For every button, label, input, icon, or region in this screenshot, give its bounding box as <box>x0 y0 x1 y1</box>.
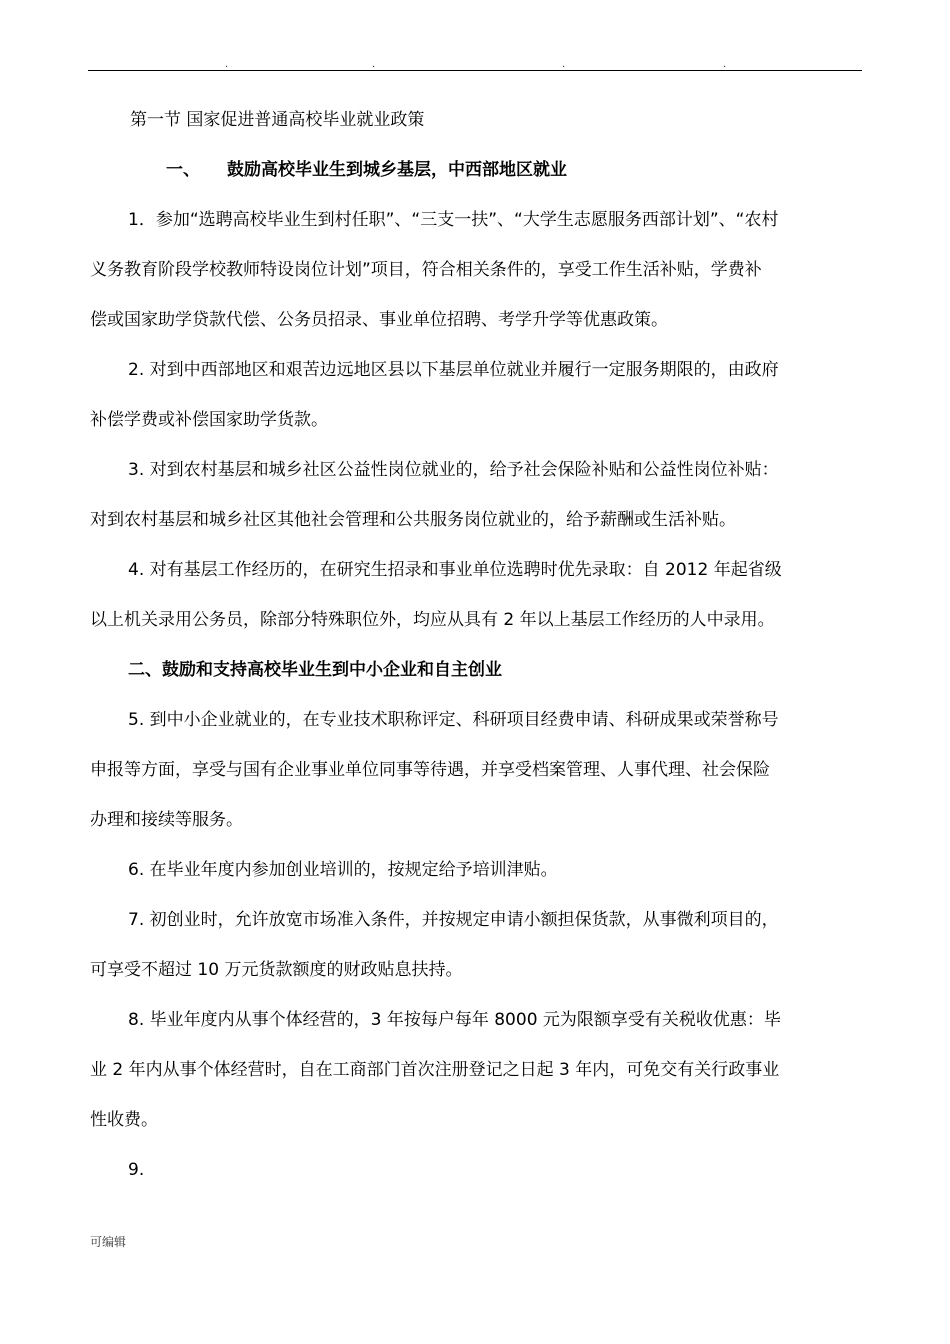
header-dot: . <box>723 59 727 70</box>
header-dot: . <box>225 59 229 70</box>
paragraph-line: 以上机关录用公务员，除部分特殊职位外，均应从具有 2 年以上基层工作经历的人中录用。 <box>90 610 775 630</box>
paragraph <box>90 995 860 1145</box>
paragraph-line: 对到农村基层和城乡社区其他社会管理和公共服务岗位就业的，给予薪酬或生活补贴。 <box>90 510 736 530</box>
footer-note: 可编辑 <box>90 1235 127 1249</box>
document-body <box>90 95 860 1195</box>
paragraph-line: 偿或国家助学贷款代偿、公务员招录、事业单位招聘、考学升学等优惠政策。 <box>90 310 668 330</box>
heading-two: 二、鼓励和支持高校毕业生到中小企业和自主创业 <box>128 660 502 680</box>
paragraph-line: 可享受不超过 10 万元货款额度的财政贴息扶持。 <box>90 960 463 980</box>
paragraph <box>90 1145 860 1195</box>
header-dot: . <box>372 59 376 70</box>
paragraph-line: 办理和接续等服务。 <box>90 810 243 830</box>
paragraph-line: 7. 初创业时，允许放宽市场准入条件，并按规定申请小额担保货款，从事微利项目的， <box>128 910 779 930</box>
paragraph <box>90 195 860 345</box>
heading-one-number: 一、 <box>166 160 200 180</box>
paragraph-line: 4. 对有基层工作经历的，在研究生招录和事业单位选聘时优先录取：自 2012 年起省级 <box>128 560 782 580</box>
paragraph-line: 义务教育阶段学校教师特设岗位计划”项目，符合相关条件的，享受工作生活补贴，学费补 <box>90 260 762 280</box>
paragraph-line: 6. 在毕业年度内参加创业培训的，按规定给予培训津贴。 <box>128 860 558 880</box>
heading-one <box>90 145 860 195</box>
paragraph <box>90 345 860 445</box>
paragraph <box>90 695 860 845</box>
paragraph-line: 性收费。 <box>90 1110 158 1130</box>
paragraph-line: 申报等方面，享受与国有企业事业单位同事等待遇，并享受档案管理、人事代理、社会保险 <box>90 760 770 780</box>
paragraph-group-a <box>90 195 860 645</box>
paragraph-line: 业 2 年内从事个体经营时，自在工商部门首次注册登记之日起 3 年内，可免交有关行政事业 <box>90 1060 780 1080</box>
paragraph-line: 3. 对到农村基层和城乡社区公益性岗位就业的，给予社会保险补贴和公益性岗位补贴： <box>128 460 779 480</box>
paragraph-line: 2. 对到中西部地区和艰苦边远地区县以下基层单位就业并履行一定服务期限的，由政府 <box>128 360 779 380</box>
paragraph-line: 8. 毕业年度内从事个体经营的，3 年按每户每年 8000 元为限额享受有关税收优惠：毕 <box>128 1010 781 1030</box>
paragraph <box>90 545 860 645</box>
heading-one-text: 鼓励高校毕业生到城乡基层，中西部地区就业 <box>227 160 567 180</box>
paragraph-line: 5. 到中小企业就业的，在专业技术职称评定、科研项目经费申请、科研成果或荣誉称号 <box>128 710 779 730</box>
paragraph <box>90 895 860 995</box>
paragraph-line: 9. <box>128 1160 145 1180</box>
paragraph <box>90 845 860 895</box>
paragraph-group-b <box>90 695 860 1195</box>
paragraph-line: 补偿学费或补偿国家助学货款。 <box>90 410 328 430</box>
paragraph-line: 1．参加“选聘高校毕业生到村任职”、“三支一扶”、“大学生志愿服务西部计划”、“农村 <box>128 210 779 230</box>
section-title: 第一节 国家促进普通高校毕业就业政策 <box>130 110 425 130</box>
paragraph <box>90 445 860 545</box>
header-dot: . <box>562 59 566 70</box>
header-rule <box>88 70 862 71</box>
